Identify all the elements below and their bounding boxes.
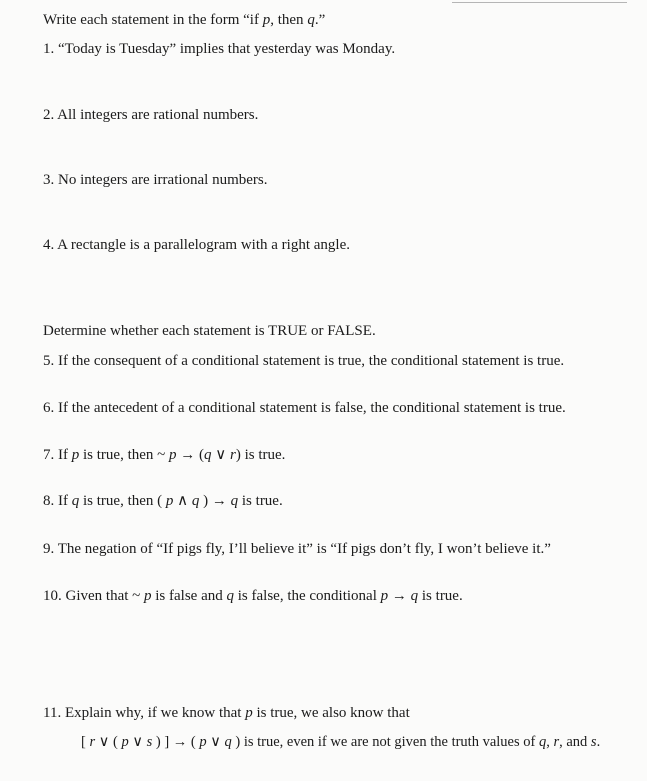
var-p: p [165, 493, 174, 509]
question-11-line1 [43, 704, 410, 722]
text-segment: → [388, 588, 411, 604]
text-segment: is true. [238, 493, 283, 509]
var-q: q [307, 12, 315, 28]
text-segment: is false, the conditional [234, 588, 381, 604]
text-segment: .” [314, 12, 326, 28]
var-p: p [71, 447, 80, 463]
var-p: p [169, 447, 177, 463]
var-p: p [380, 588, 389, 604]
var-p: p [262, 12, 271, 28]
var-r: r [89, 734, 96, 750]
question-7 [43, 446, 285, 464]
var-p: p [144, 588, 152, 604]
text-segment: → ( [176, 447, 205, 463]
var-q: q [191, 493, 200, 509]
var-q: q [224, 734, 232, 750]
top-rule [452, 2, 627, 3]
question-10 [43, 587, 463, 605]
question-2: 2. All integers are rational numbers. [43, 107, 259, 123]
var-q: q [204, 447, 212, 463]
text-segment: is true, then ~ [79, 447, 170, 463]
text-segment: , [546, 734, 554, 750]
text-segment: ∨ [128, 734, 147, 750]
var-q: q [226, 588, 234, 604]
text-segment: is true, we also know that [252, 705, 410, 721]
var-q: q [71, 493, 80, 509]
text-segment: 11. Explain why, if we know that [43, 705, 246, 721]
section1-instruction [43, 11, 325, 29]
text-segment: ∨ [211, 447, 230, 463]
text-segment: ∨ [206, 734, 225, 750]
question-3: 3. No integers are irrational numbers. [43, 172, 268, 188]
text-segment: [ [81, 734, 90, 750]
text-segment: ) → [199, 493, 231, 509]
text-segment: ∨ ( [95, 734, 122, 750]
var-r: r [553, 734, 560, 750]
text-segment: ) ] → ( [152, 734, 200, 750]
text-segment: , and [559, 734, 591, 750]
question-1: 1. “Today is Tuesday” implies that yesterday was Monday. [43, 41, 396, 57]
text-segment: . [596, 734, 601, 750]
text-segment: 8. If [43, 493, 72, 509]
text-segment: ) is true, even if we are not given the truth values of [231, 734, 539, 750]
question-6: 6. If the antecedent of a conditional statement is false, the conditional statement is true. [43, 400, 566, 416]
text-segment: Write each statement in the form “if [43, 12, 263, 28]
text-segment: ) is true. [235, 447, 286, 463]
question-11-line2 [81, 733, 600, 751]
section2-instruction: Determine whether each statement is TRUE or FALSE. [43, 323, 376, 339]
question-8 [43, 492, 283, 510]
var-r: r [230, 447, 236, 463]
text-segment: is true, then ( [79, 493, 166, 509]
var-q: q [538, 734, 547, 750]
var-p: p [121, 734, 129, 750]
var-p: p [199, 734, 207, 750]
var-p: p [245, 705, 253, 721]
question-5: 5. If the consequent of a conditional statement is true, the conditional statement is true. [43, 353, 565, 369]
text-segment: 10. Given that ~ [43, 588, 145, 604]
text-segment: ∧ [173, 493, 192, 509]
text-segment: , then [270, 12, 308, 28]
text-segment: is false and [151, 588, 227, 604]
question-4: 4. A rectangle is a parallelogram with a right angle. [43, 237, 350, 253]
text-segment: 7. If [43, 447, 72, 463]
var-q: q [410, 588, 419, 604]
var-s: s [590, 734, 597, 750]
var-q: q [230, 493, 239, 509]
text-segment: is true. [418, 588, 463, 604]
question-9: 9. The negation of “If pigs fly, I’ll believe it” is “If pigs don’t fly, I won’t believe it.” [43, 541, 551, 557]
var-s: s [146, 734, 153, 750]
